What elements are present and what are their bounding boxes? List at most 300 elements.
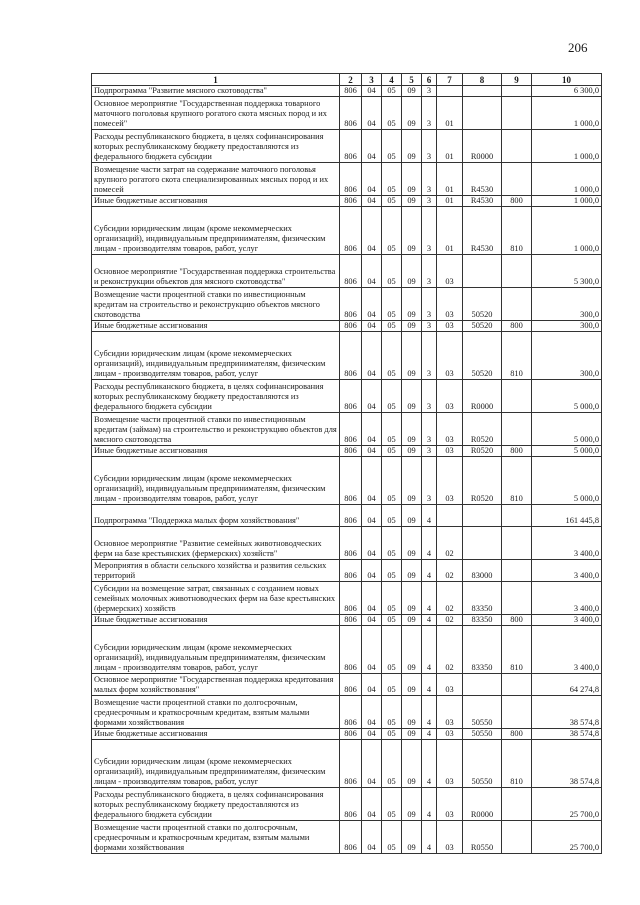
subsection-cell: 05 [382,560,402,582]
table-row [92,255,602,288]
subprogram-cell: 3 [422,413,437,446]
program-cell: 09 [402,288,422,321]
subsection-cell: 05 [382,380,402,413]
row-name-cell: Иные бюджетные ассигнования [92,196,340,207]
subsection-cell: 05 [382,729,402,740]
activity-cell: 01 [437,196,463,207]
section-cell: 04 [362,97,382,130]
program-cell: 09 [402,696,422,729]
subsection-cell: 05 [382,255,402,288]
table-row [92,457,602,505]
program-cell: 09 [402,729,422,740]
section-cell: 04 [362,626,382,674]
section-cell: 04 [362,207,382,255]
subsection-cell: 05 [382,130,402,163]
amount-cell: 25 700,0 [532,821,602,854]
amount-cell: 3 400,0 [532,560,602,582]
table-row [92,615,602,626]
section-cell: 04 [362,163,382,196]
subprogram-cell: 4 [422,674,437,696]
expense-type-cell: 800 [502,321,532,332]
program-cell: 09 [402,457,422,505]
subprogram-cell: 3 [422,163,437,196]
direction-cell: 83350 [463,626,502,674]
subprogram-cell: 3 [422,86,437,97]
table-row [92,288,602,321]
direction-cell: R0520 [463,446,502,457]
direction-cell: R0520 [463,457,502,505]
program-cell: 09 [402,674,422,696]
row-name-cell: Мероприятия в области сельского хозяйства и развития сельских территорий [92,560,340,582]
section-cell: 04 [362,130,382,163]
row-name-cell: Иные бюджетные ассигнования [92,321,340,332]
program-cell: 09 [402,615,422,626]
ministry-code-cell: 806 [340,560,362,582]
expense-type-cell [502,696,532,729]
subprogram-cell: 4 [422,821,437,854]
expense-type-cell: 810 [502,457,532,505]
direction-cell [463,86,502,97]
activity-cell: 03 [437,729,463,740]
column-header: 3 [362,74,382,86]
amount-cell: 5 000,0 [532,380,602,413]
program-cell: 09 [402,740,422,788]
subprogram-cell: 3 [422,332,437,380]
activity-cell: 03 [437,821,463,854]
expense-type-cell [502,560,532,582]
subprogram-cell: 3 [422,97,437,130]
activity-cell: 03 [437,288,463,321]
subprogram-cell: 4 [422,582,437,615]
amount-cell: 300,0 [532,332,602,380]
activity-cell: 02 [437,626,463,674]
subprogram-cell: 4 [422,740,437,788]
ministry-code-cell: 806 [340,457,362,505]
row-name-cell: Расходы республиканского бюджета, в целях софинансирования которых республиканскому бюджету предоставляются из федерального бюджета субсидии [92,380,340,413]
column-header: 1 [92,74,340,86]
subsection-cell: 05 [382,674,402,696]
expense-type-cell: 810 [502,740,532,788]
program-cell: 09 [402,207,422,255]
budget-table [91,73,602,854]
section-cell: 04 [362,413,382,446]
activity-cell: 01 [437,163,463,196]
section-cell: 04 [362,196,382,207]
amount-cell: 1 000,0 [532,163,602,196]
program-cell: 09 [402,527,422,560]
subsection-cell: 05 [382,196,402,207]
subprogram-cell: 3 [422,446,437,457]
amount-cell: 38 574,8 [532,740,602,788]
section-cell: 04 [362,288,382,321]
subsection-cell: 05 [382,288,402,321]
program-cell: 09 [402,413,422,446]
amount-cell: 3 400,0 [532,527,602,560]
subsection-cell: 05 [382,788,402,821]
activity-cell: 02 [437,560,463,582]
expense-type-cell [502,505,532,527]
expense-type-cell [502,255,532,288]
amount-cell: 1 000,0 [532,97,602,130]
amount-cell: 3 400,0 [532,615,602,626]
direction-cell: 50520 [463,288,502,321]
subsection-cell: 05 [382,163,402,196]
row-name-cell: Субсидии юридическим лицам (кроме некоммерческих организаций), индивидуальным предпринимателям, физическим лицам - производителям товаров, работ, услуг [92,626,340,674]
activity-cell: 03 [437,255,463,288]
program-cell: 09 [402,560,422,582]
subprogram-cell: 3 [422,130,437,163]
section-cell: 04 [362,321,382,332]
activity-cell: 03 [437,413,463,446]
activity-cell: 03 [437,674,463,696]
row-name-cell: Основное мероприятие "Развитие семейных животноводческих ферм на базе крестьянских (фермерских) хозяйств" [92,527,340,560]
subprogram-cell: 4 [422,626,437,674]
amount-cell: 5 000,0 [532,413,602,446]
program-cell: 09 [402,130,422,163]
expense-type-cell [502,97,532,130]
direction-cell: R0000 [463,380,502,413]
subprogram-cell: 4 [422,615,437,626]
table-row [92,413,602,446]
row-name-cell: Субсидии юридическим лицам (кроме некоммерческих организаций), индивидуальным предпринимателям, физическим лицам - производителям товаров, работ, услуг [92,207,340,255]
subsection-cell: 05 [382,615,402,626]
subsection-cell: 05 [382,626,402,674]
program-cell: 09 [402,321,422,332]
row-name-cell: Иные бюджетные ассигнования [92,615,340,626]
row-name-cell: Подпрограмма "Поддержка малых форм хозяйствования" [92,505,340,527]
direction-cell: 50550 [463,696,502,729]
expense-type-cell [502,527,532,560]
program-cell: 09 [402,97,422,130]
activity-cell: 03 [437,696,463,729]
direction-cell [463,527,502,560]
subprogram-cell: 4 [422,729,437,740]
amount-cell: 3 400,0 [532,582,602,615]
subsection-cell: 05 [382,457,402,505]
section-cell: 04 [362,527,382,560]
amount-cell: 1 000,0 [532,130,602,163]
ministry-code-cell: 806 [340,130,362,163]
activity-cell [437,86,463,97]
expense-type-cell [502,380,532,413]
subprogram-cell: 3 [422,255,437,288]
subprogram-cell: 3 [422,321,437,332]
subprogram-cell: 3 [422,457,437,505]
expense-type-cell: 800 [502,615,532,626]
direction-cell: R0000 [463,130,502,163]
program-cell: 09 [402,582,422,615]
expense-type-cell [502,413,532,446]
ministry-code-cell: 806 [340,207,362,255]
ministry-code-cell: 806 [340,163,362,196]
activity-cell: 01 [437,97,463,130]
activity-cell: 02 [437,582,463,615]
program-cell: 09 [402,505,422,527]
amount-cell: 300,0 [532,288,602,321]
subsection-cell: 05 [382,86,402,97]
table-row [92,380,602,413]
column-header: 8 [463,74,502,86]
direction-cell: R4530 [463,163,502,196]
activity-cell: 01 [437,130,463,163]
ministry-code-cell: 806 [340,321,362,332]
direction-cell: 83350 [463,582,502,615]
direction-cell: R4530 [463,207,502,255]
direction-cell: R0000 [463,788,502,821]
row-name-cell: Возмещение части затрат на содержание маточного поголовья крупного рогатого скота специализированных мясных пород и их помесей [92,163,340,196]
expense-type-cell [502,163,532,196]
amount-cell: 25 700,0 [532,788,602,821]
activity-cell: 03 [437,321,463,332]
table-row [92,674,602,696]
table-row [92,321,602,332]
row-name-cell: Возмещение части процентной ставки по долгосрочным, среднесрочным и краткосрочным кредитам, взятым малыми формами хозяйствования [92,696,340,729]
subprogram-cell: 4 [422,788,437,821]
amount-cell: 5 300,0 [532,255,602,288]
activity-cell [437,505,463,527]
section-cell: 04 [362,696,382,729]
direction-cell [463,255,502,288]
expense-type-cell: 810 [502,626,532,674]
activity-cell: 03 [437,457,463,505]
amount-cell: 6 300,0 [532,86,602,97]
column-header: 5 [402,74,422,86]
direction-cell: R0520 [463,413,502,446]
table-row [92,196,602,207]
row-name-cell: Субсидии юридическим лицам (кроме некоммерческих организаций), индивидуальным предпринимателям, физическим лицам - производителям товаров, работ, услуг [92,332,340,380]
table-row [92,582,602,615]
table-row [92,696,602,729]
table-row [92,446,602,457]
subsection-cell: 05 [382,505,402,527]
amount-cell: 161 445,8 [532,505,602,527]
row-name-cell: Субсидии на возмещение затрат, связанных с созданием новых семейных молочных животноводческих ферм на базе крестьянских (фермерских) хозяйств [92,582,340,615]
ministry-code-cell: 806 [340,196,362,207]
subsection-cell: 05 [382,821,402,854]
amount-cell: 1 000,0 [532,196,602,207]
ministry-code-cell: 806 [340,696,362,729]
subsection-cell: 05 [382,97,402,130]
ministry-code-cell: 806 [340,86,362,97]
activity-cell: 01 [437,207,463,255]
expense-type-cell [502,86,532,97]
ministry-code-cell: 806 [340,740,362,788]
subprogram-cell: 4 [422,696,437,729]
ministry-code-cell: 806 [340,729,362,740]
column-header: 10 [532,74,602,86]
column-header: 9 [502,74,532,86]
row-name-cell: Расходы республиканского бюджета, в целях софинансирования которых республиканскому бюджету предоставляются из федерального бюджета субсидии [92,788,340,821]
direction-cell: 83350 [463,615,502,626]
activity-cell: 03 [437,446,463,457]
row-name-cell: Основное мероприятие "Государственная поддержка строительства и реконструкции объектов для мясного скотоводства" [92,255,340,288]
program-cell: 09 [402,196,422,207]
row-name-cell: Подпрограмма "Развитие мясного скотоводства" [92,86,340,97]
subsection-cell: 05 [382,321,402,332]
table-row [92,729,602,740]
direction-cell: 50550 [463,740,502,788]
expense-type-cell [502,582,532,615]
expense-type-cell [502,130,532,163]
expense-type-cell: 800 [502,729,532,740]
activity-cell: 03 [437,788,463,821]
subprogram-cell: 4 [422,527,437,560]
subprogram-cell: 3 [422,196,437,207]
row-name-cell: Иные бюджетные ассигнования [92,729,340,740]
row-name-cell: Субсидии юридическим лицам (кроме некоммерческих организаций), индивидуальным предпринимателям, физическим лицам - производителям товаров, работ, услуг [92,740,340,788]
page-number: 206 [568,40,588,55]
expense-type-cell [502,674,532,696]
ministry-code-cell: 806 [340,505,362,527]
subprogram-cell: 4 [422,505,437,527]
section-cell: 04 [362,821,382,854]
expense-type-cell [502,788,532,821]
direction-cell: 83000 [463,560,502,582]
ministry-code-cell: 806 [340,788,362,821]
column-header: 4 [382,74,402,86]
direction-cell: 50520 [463,332,502,380]
expense-type-cell: 800 [502,446,532,457]
ministry-code-cell: 806 [340,527,362,560]
program-cell: 09 [402,163,422,196]
activity-cell: 03 [437,740,463,788]
section-cell: 04 [362,582,382,615]
amount-cell: 5 000,0 [532,457,602,505]
ministry-code-cell: 806 [340,582,362,615]
section-cell: 04 [362,332,382,380]
activity-cell: 02 [437,527,463,560]
expense-type-cell: 810 [502,332,532,380]
expense-type-cell [502,821,532,854]
section-cell: 04 [362,380,382,413]
row-name-cell: Иные бюджетные ассигнования [92,446,340,457]
table-row [92,560,602,582]
column-header: 2 [340,74,362,86]
ministry-code-cell: 806 [340,97,362,130]
table-row [92,97,602,130]
program-cell: 09 [402,788,422,821]
section-cell: 04 [362,615,382,626]
subsection-cell: 05 [382,207,402,255]
ministry-code-cell: 806 [340,288,362,321]
direction-cell [463,505,502,527]
row-name-cell: Расходы республиканского бюджета, в целях софинансирования которых республиканскому бюджету предоставляются из федерального бюджета субсидии [92,130,340,163]
subsection-cell: 05 [382,413,402,446]
column-header: 6 [422,74,437,86]
section-cell: 04 [362,674,382,696]
section-cell: 04 [362,505,382,527]
activity-cell: 03 [437,380,463,413]
subprogram-cell: 4 [422,560,437,582]
table-row [92,626,602,674]
amount-cell: 38 574,8 [532,696,602,729]
amount-cell: 1 000,0 [532,207,602,255]
amount-cell: 3 400,0 [532,626,602,674]
subsection-cell: 05 [382,446,402,457]
table-row [92,163,602,196]
program-cell: 09 [402,86,422,97]
table-row [92,527,602,560]
section-cell: 04 [362,788,382,821]
table-body [92,86,602,854]
row-name-cell: Субсидии юридическим лицам (кроме некоммерческих организаций), индивидуальным предпринимателям, физическим лицам - производителям товаров, работ, услуг [92,457,340,505]
activity-cell: 03 [437,332,463,380]
row-name-cell: Возмещение части процентной ставки по долгосрочным, среднесрочным и краткосрочным кредитам, взятым малыми формами хозяйствования [92,821,340,854]
direction-cell: R4530 [463,196,502,207]
subprogram-cell: 3 [422,207,437,255]
program-cell: 09 [402,380,422,413]
subsection-cell: 05 [382,527,402,560]
table-header-row [92,74,602,86]
ministry-code-cell: 806 [340,255,362,288]
program-cell: 09 [402,821,422,854]
ministry-code-cell: 806 [340,380,362,413]
program-cell: 09 [402,626,422,674]
section-cell: 04 [362,86,382,97]
row-name-cell: Основное мероприятие "Государственная поддержка кредитования малых форм хозяйствования" [92,674,340,696]
table-row [92,207,602,255]
ministry-code-cell: 806 [340,821,362,854]
row-name-cell: Возмещение части процентной ставки по инвестиционным кредитам на строительство и реконструкцию объектов мясного скотоводства [92,288,340,321]
expense-type-cell: 810 [502,207,532,255]
activity-cell: 02 [437,615,463,626]
ministry-code-cell: 806 [340,615,362,626]
ministry-code-cell: 806 [340,674,362,696]
amount-cell: 5 000,0 [532,446,602,457]
direction-cell [463,674,502,696]
amount-cell: 300,0 [532,321,602,332]
table-row [92,821,602,854]
ministry-code-cell: 806 [340,332,362,380]
column-header: 7 [437,74,463,86]
ministry-code-cell: 806 [340,626,362,674]
subsection-cell: 05 [382,582,402,615]
direction-cell: 50550 [463,729,502,740]
section-cell: 04 [362,729,382,740]
amount-cell: 64 274,8 [532,674,602,696]
subprogram-cell: 3 [422,380,437,413]
expense-type-cell [502,288,532,321]
amount-cell: 38 574,8 [532,729,602,740]
ministry-code-cell: 806 [340,446,362,457]
table-row [92,332,602,380]
direction-cell: R0550 [463,821,502,854]
section-cell: 04 [362,457,382,505]
subsection-cell: 05 [382,696,402,729]
subsection-cell: 05 [382,740,402,788]
subsection-cell: 05 [382,332,402,380]
program-cell: 09 [402,446,422,457]
table-row [92,740,602,788]
direction-cell: 50520 [463,321,502,332]
section-cell: 04 [362,446,382,457]
direction-cell [463,97,502,130]
section-cell: 04 [362,255,382,288]
program-cell: 09 [402,255,422,288]
section-cell: 04 [362,740,382,788]
ministry-code-cell: 806 [340,413,362,446]
table-row [92,788,602,821]
table-row [92,130,602,163]
expense-type-cell: 800 [502,196,532,207]
row-name-cell: Возмещение части процентной ставки по инвестиционным кредитам (займам) на строительство и реконструкцию объектов для мясного скотоводства [92,413,340,446]
row-name-cell: Основное мероприятие "Государственная поддержка товарного маточного поголовья крупного рогатого скота мясных пород и их помесей" [92,97,340,130]
table-row [92,86,602,97]
table-row [92,505,602,527]
program-cell: 09 [402,332,422,380]
subprogram-cell: 3 [422,288,437,321]
section-cell: 04 [362,560,382,582]
